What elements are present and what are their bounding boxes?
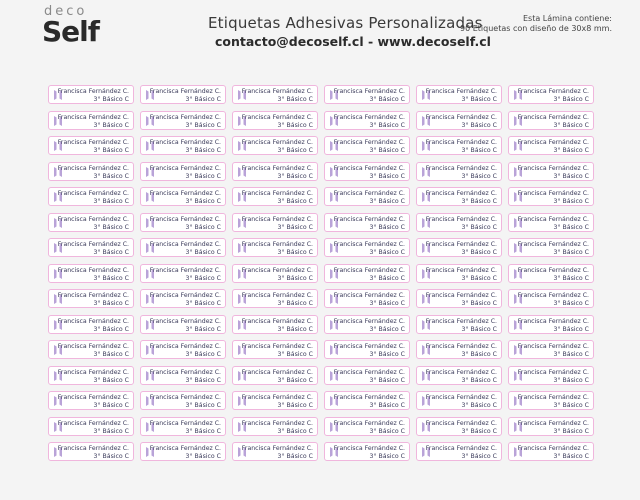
label-student-grade: 3° Básico C [461,351,497,358]
label-student-grade: 3° Básico C [553,402,589,409]
label-student-grade: 3° Básico C [93,325,129,333]
label-student-name: Francisca Fernández C. [149,88,221,95]
name-label [324,187,410,206]
label-student-grade: 3° Básico C [277,198,313,205]
name-label [416,442,502,461]
label-student-name: Francisca Fernández C. [333,317,405,325]
label-student-grade: 3° Básico C [461,249,497,256]
label-student-name: Francisca Fernández C. [517,317,589,325]
label-student-name: Francisca Fernández C. [425,394,497,401]
label-student-grade: 3° Básico C [185,351,221,358]
name-label [232,315,318,334]
name-label [232,238,318,257]
name-label [324,162,410,181]
name-label [232,111,318,130]
label-student-grade: 3° Básico C [185,453,221,460]
label-student-grade: 3° Básico C [93,351,129,358]
name-label [324,315,410,334]
label-student-name: Francisca Fernández C. [57,368,129,376]
label-student-name: Francisca Fernández C. [57,419,129,427]
label-student-name: Francisca Fernández C. [149,215,221,223]
label-student-name: Francisca Fernández C. [425,241,497,248]
name-label [416,264,502,283]
name-label [508,315,594,334]
label-student-grade: 3° Básico C [369,427,405,435]
label-student-grade: 3° Básico C [185,376,221,384]
name-label [416,85,502,104]
name-label [140,442,226,461]
label-student-grade: 3° Básico C [369,223,405,231]
name-label [324,136,410,155]
name-label [140,391,226,410]
contact-line: contacto@decoself.cl - www.decoself.cl [215,34,491,49]
label-student-name: Francisca Fernández C. [425,139,497,146]
logo-deco-text: deco [44,4,88,19]
label-student-name: Francisca Fernández C. [241,139,313,146]
label-student-name: Francisca Fernández C. [333,292,405,299]
label-student-grade: 3° Básico C [277,249,313,256]
name-label [48,391,134,410]
name-label [48,213,134,232]
label-student-name: Francisca Fernández C. [333,164,405,172]
name-label [140,111,226,130]
label-student-grade: 3° Básico C [553,198,589,205]
label-student-name: Francisca Fernández C. [241,343,313,350]
label-student-grade: 3° Básico C [461,147,497,154]
name-label [324,85,410,104]
label-student-grade: 3° Básico C [553,96,589,103]
label-student-name: Francisca Fernández C. [517,368,589,376]
label-student-grade: 3° Básico C [277,121,313,129]
label-student-name: Francisca Fernández C. [517,419,589,427]
label-student-grade: 3° Básico C [369,147,405,154]
label-student-name: Francisca Fernández C. [425,292,497,299]
name-label [48,85,134,104]
label-student-name: Francisca Fernández C. [517,164,589,172]
label-student-name: Francisca Fernández C. [517,343,589,350]
label-student-grade: 3° Básico C [185,274,221,282]
name-label [140,340,226,359]
name-label [508,111,594,130]
name-label [140,136,226,155]
name-label [416,213,502,232]
label-student-grade: 3° Básico C [461,402,497,409]
label-student-grade: 3° Básico C [553,223,589,231]
name-label [232,289,318,308]
name-label [416,417,502,436]
label-student-grade: 3° Básico C [461,172,497,180]
name-label [140,213,226,232]
label-student-name: Francisca Fernández C. [425,445,497,452]
label-row [48,187,592,207]
sheet-info-line-2: 90 Etiquetas con diseño de 30x8 mm. [460,24,612,33]
name-label [140,238,226,257]
label-student-grade: 3° Básico C [277,402,313,409]
label-row [48,264,592,284]
label-student-grade: 3° Básico C [553,300,589,307]
name-label [232,85,318,104]
label-student-grade: 3° Básico C [369,121,405,129]
label-student-grade: 3° Básico C [369,274,405,282]
label-student-grade: 3° Básico C [93,121,129,129]
label-student-name: Francisca Fernández C. [333,139,405,146]
label-student-name: Francisca Fernández C. [425,190,497,197]
label-student-name: Francisca Fernández C. [333,215,405,223]
name-label [416,238,502,257]
label-student-grade: 3° Básico C [185,96,221,103]
label-student-name: Francisca Fernández C. [333,266,405,274]
label-student-grade: 3° Básico C [369,402,405,409]
name-label [232,442,318,461]
label-student-grade: 3° Básico C [185,325,221,333]
name-label [324,442,410,461]
label-student-grade: 3° Básico C [461,121,497,129]
label-student-name: Francisca Fernández C. [57,394,129,401]
label-student-name: Francisca Fernández C. [241,266,313,274]
label-student-grade: 3° Básico C [369,172,405,180]
label-student-name: Francisca Fernández C. [241,88,313,95]
name-label [48,366,134,385]
label-row [48,289,592,309]
label-student-grade: 3° Básico C [277,325,313,333]
label-student-name: Francisca Fernández C. [517,88,589,95]
name-label [416,366,502,385]
label-student-name: Francisca Fernández C. [333,445,405,452]
label-student-grade: 3° Básico C [277,453,313,460]
name-label [508,417,594,436]
label-row [48,213,592,233]
name-label [508,213,594,232]
label-student-grade: 3° Básico C [277,427,313,435]
label-student-name: Francisca Fernández C. [517,190,589,197]
label-row [48,417,592,437]
label-student-grade: 3° Básico C [369,376,405,384]
label-row [48,85,592,105]
name-label [508,136,594,155]
label-student-grade: 3° Básico C [369,453,405,460]
label-student-grade: 3° Básico C [277,223,313,231]
label-student-name: Francisca Fernández C. [241,292,313,299]
label-student-name: Francisca Fernández C. [149,394,221,401]
label-student-grade: 3° Básico C [369,325,405,333]
name-label [232,417,318,436]
name-label [232,264,318,283]
label-student-name: Francisca Fernández C. [241,317,313,325]
label-student-name: Francisca Fernández C. [149,317,221,325]
label-student-name: Francisca Fernández C. [149,419,221,427]
label-student-grade: 3° Básico C [185,402,221,409]
label-student-grade: 3° Básico C [553,325,589,333]
label-row [48,238,592,258]
label-student-name: Francisca Fernández C. [57,445,129,452]
name-label [140,187,226,206]
decoself-logo [42,4,132,48]
name-label [508,366,594,385]
sheet-info-line-1: Esta Lámina contiene: [522,14,612,23]
label-student-name: Francisca Fernández C. [333,241,405,248]
name-label [508,289,594,308]
label-student-name: Francisca Fernández C. [425,419,497,427]
label-student-grade: 3° Básico C [93,453,129,460]
label-student-grade: 3° Básico C [277,96,313,103]
name-label [324,417,410,436]
label-student-name: Francisca Fernández C. [57,215,129,223]
label-row [48,162,592,182]
label-student-grade: 3° Básico C [553,121,589,129]
label-row [48,111,592,131]
label-student-grade: 3° Básico C [93,402,129,409]
name-label [416,136,502,155]
label-row [48,366,592,386]
page-header [0,0,640,80]
label-student-name: Francisca Fernández C. [57,139,129,146]
label-student-name: Francisca Fernández C. [57,164,129,172]
name-label [48,340,134,359]
name-label [324,213,410,232]
label-student-name: Francisca Fernández C. [517,113,589,121]
name-label [232,213,318,232]
label-student-name: Francisca Fernández C. [333,190,405,197]
name-label [324,340,410,359]
label-student-grade: 3° Básico C [93,376,129,384]
label-student-name: Francisca Fernández C. [425,215,497,223]
label-student-grade: 3° Básico C [185,427,221,435]
label-student-name: Francisca Fernández C. [333,368,405,376]
label-student-grade: 3° Básico C [93,172,129,180]
label-student-name: Francisca Fernández C. [425,88,497,95]
label-student-name: Francisca Fernández C. [241,419,313,427]
sheet-info [432,14,612,34]
label-student-name: Francisca Fernández C. [241,394,313,401]
label-student-name: Francisca Fernández C. [241,445,313,452]
label-student-name: Francisca Fernández C. [517,394,589,401]
label-student-name: Francisca Fernández C. [149,292,221,299]
label-student-name: Francisca Fernández C. [149,368,221,376]
label-student-name: Francisca Fernández C. [425,343,497,350]
label-student-grade: 3° Básico C [461,223,497,231]
name-label [508,238,594,257]
name-label [140,366,226,385]
label-student-name: Francisca Fernández C. [149,445,221,452]
name-label [416,162,502,181]
sheet-title: Etiquetas Adhesivas Personalizadas [208,14,483,32]
label-student-name: Francisca Fernández C. [425,368,497,376]
label-student-name: Francisca Fernández C. [333,88,405,95]
label-student-grade: 3° Básico C [185,147,221,154]
label-student-name: Francisca Fernández C. [425,164,497,172]
label-student-grade: 3° Básico C [185,300,221,307]
name-label [324,366,410,385]
name-label [140,289,226,308]
label-row [48,315,592,335]
label-student-name: Francisca Fernández C. [425,266,497,274]
label-student-name: Francisca Fernández C. [241,190,313,197]
label-student-grade: 3° Básico C [553,427,589,435]
label-student-name: Francisca Fernández C. [241,113,313,121]
label-student-name: Francisca Fernández C. [333,419,405,427]
label-student-grade: 3° Básico C [185,198,221,205]
label-student-grade: 3° Básico C [369,249,405,256]
name-label [324,289,410,308]
label-student-grade: 3° Básico C [93,223,129,231]
name-label [232,162,318,181]
name-label [324,111,410,130]
name-label [232,391,318,410]
name-label [48,162,134,181]
label-student-name: Francisca Fernández C. [517,241,589,248]
name-label [508,187,594,206]
name-label [416,289,502,308]
label-student-grade: 3° Básico C [93,427,129,435]
name-label [140,85,226,104]
label-student-grade: 3° Básico C [553,453,589,460]
label-student-name: Francisca Fernández C. [241,215,313,223]
label-student-grade: 3° Básico C [461,427,497,435]
label-student-grade: 3° Básico C [553,249,589,256]
name-label [48,187,134,206]
label-student-grade: 3° Básico C [277,147,313,154]
label-student-grade: 3° Básico C [553,376,589,384]
label-student-grade: 3° Básico C [93,147,129,154]
label-student-name: Francisca Fernández C. [517,215,589,223]
label-student-name: Francisca Fernández C. [57,241,129,248]
label-student-grade: 3° Básico C [93,249,129,256]
label-student-name: Francisca Fernández C. [149,139,221,146]
label-student-name: Francisca Fernández C. [333,113,405,121]
label-row [48,340,592,360]
label-student-name: Francisca Fernández C. [57,190,129,197]
name-label [140,162,226,181]
name-label [48,315,134,334]
label-student-name: Francisca Fernández C. [149,190,221,197]
name-label [140,315,226,334]
name-label [48,111,134,130]
name-label [232,136,318,155]
name-label [508,264,594,283]
label-student-grade: 3° Básico C [461,453,497,460]
label-student-grade: 3° Básico C [185,249,221,256]
label-student-grade: 3° Básico C [461,300,497,307]
label-student-name: Francisca Fernández C. [425,317,497,325]
name-label [416,111,502,130]
label-student-grade: 3° Básico C [369,96,405,103]
label-student-name: Francisca Fernández C. [149,164,221,172]
label-student-name: Francisca Fernández C. [333,343,405,350]
label-row [48,391,592,411]
name-label [416,340,502,359]
name-label [48,264,134,283]
label-student-grade: 3° Básico C [369,351,405,358]
label-student-name: Francisca Fernández C. [425,113,497,121]
name-label [48,136,134,155]
name-label [48,442,134,461]
label-student-grade: 3° Básico C [277,300,313,307]
label-student-name: Francisca Fernández C. [57,88,129,95]
label-student-grade: 3° Básico C [461,274,497,282]
label-student-grade: 3° Básico C [185,223,221,231]
label-student-grade: 3° Básico C [277,376,313,384]
label-student-grade: 3° Básico C [277,274,313,282]
label-student-grade: 3° Básico C [461,96,497,103]
name-label [140,264,226,283]
name-label [508,340,594,359]
name-label [416,315,502,334]
label-student-grade: 3° Básico C [277,172,313,180]
name-label [508,442,594,461]
label-student-grade: 3° Básico C [93,274,129,282]
label-student-grade: 3° Básico C [369,198,405,205]
label-student-name: Francisca Fernández C. [333,394,405,401]
label-student-name: Francisca Fernández C. [149,266,221,274]
label-student-grade: 3° Básico C [553,274,589,282]
label-student-name: Francisca Fernández C. [517,292,589,299]
label-student-name: Francisca Fernández C. [57,343,129,350]
label-student-grade: 3° Básico C [553,351,589,358]
name-label [324,391,410,410]
name-label [48,238,134,257]
label-row [48,442,592,462]
label-student-name: Francisca Fernández C. [149,343,221,350]
logo-self-text: Self [42,15,99,48]
label-student-grade: 3° Básico C [369,300,405,307]
label-student-name: Francisca Fernández C. [241,164,313,172]
label-row [48,136,592,156]
name-label [416,187,502,206]
name-label [324,238,410,257]
name-label [140,417,226,436]
name-label [508,391,594,410]
label-student-name: Francisca Fernández C. [57,317,129,325]
label-student-grade: 3° Básico C [461,376,497,384]
label-student-name: Francisca Fernández C. [241,241,313,248]
label-student-name: Francisca Fernández C. [57,292,129,299]
label-student-grade: 3° Básico C [185,121,221,129]
name-label [232,340,318,359]
label-student-name: Francisca Fernández C. [57,266,129,274]
label-student-grade: 3° Básico C [93,300,129,307]
label-student-name: Francisca Fernández C. [149,241,221,248]
name-label [48,417,134,436]
name-label [508,162,594,181]
label-student-name: Francisca Fernández C. [517,445,589,452]
name-label [232,187,318,206]
label-sheet [48,85,592,480]
label-student-name: Francisca Fernández C. [149,113,221,121]
label-student-grade: 3° Básico C [93,96,129,103]
label-student-name: Francisca Fernández C. [517,266,589,274]
label-student-grade: 3° Básico C [553,147,589,154]
name-label [416,391,502,410]
name-label [232,366,318,385]
label-student-grade: 3° Básico C [185,172,221,180]
label-student-name: Francisca Fernández C. [517,139,589,146]
name-label [324,264,410,283]
name-label [48,289,134,308]
name-label [508,85,594,104]
label-student-grade: 3° Básico C [461,198,497,205]
label-student-grade: 3° Básico C [553,172,589,180]
label-student-name: Francisca Fernández C. [57,113,129,121]
label-student-grade: 3° Básico C [93,198,129,205]
label-student-name: Francisca Fernández C. [241,368,313,376]
label-student-grade: 3° Básico C [461,325,497,333]
label-student-grade: 3° Básico C [277,351,313,358]
